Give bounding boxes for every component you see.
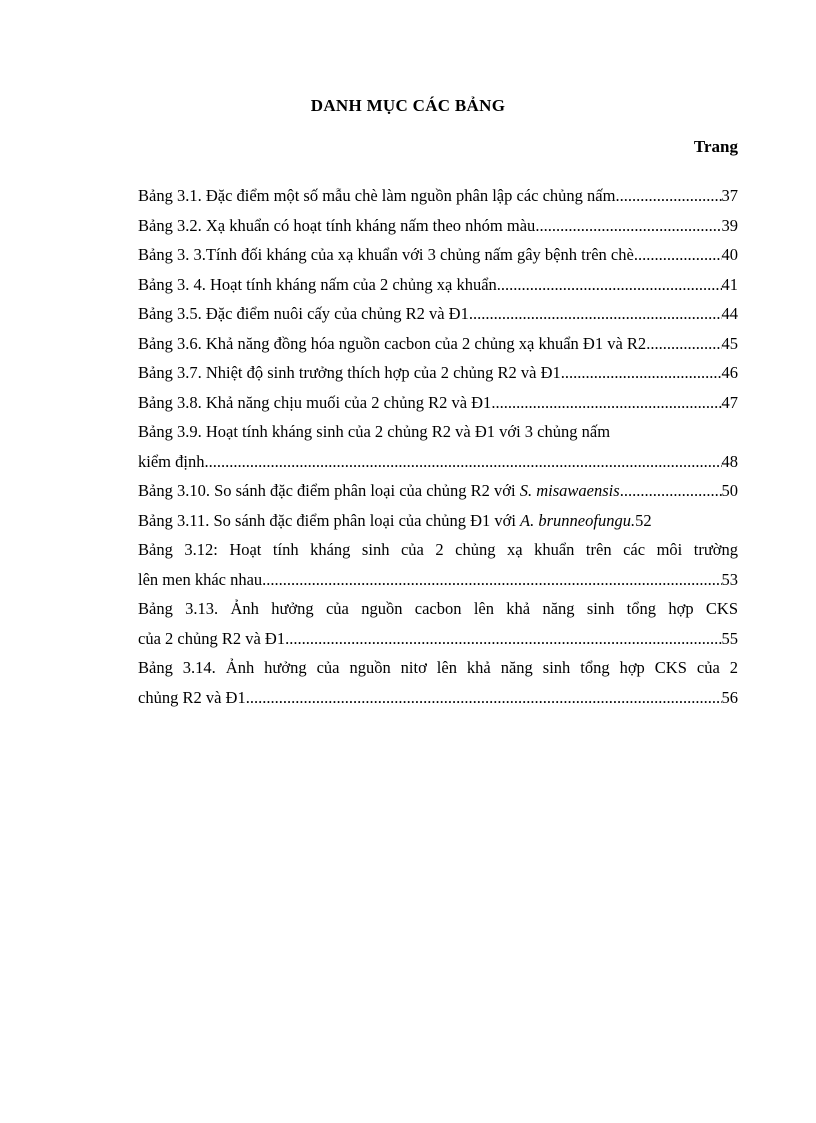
entry-text-main: Bảng 3.11. So sánh đặc điểm phân loại của chủng Đ1 với [138, 510, 521, 530]
species-name: S. misawaensis [519, 481, 620, 500]
leader-dots [491, 393, 721, 413]
entry-page: 53 [721, 569, 738, 589]
leader-dots [262, 570, 721, 590]
entry-text: Bảng 3.9. Hoạt tính kháng sinh của 2 chủng R2 và Đ1 với 3 chủng nấm [138, 422, 611, 441]
entry-page: 56 [721, 687, 738, 707]
entry-text: Bảng 3.8. Khả năng chịu muối của 2 chủng R2 và Đ1 [138, 392, 492, 412]
leader-dots [285, 629, 721, 649]
leader-dots [535, 216, 721, 236]
entry-text-cont: chủng R2 và Đ1 [138, 687, 246, 707]
entry-text-cont: lên men khác nhau [138, 569, 263, 589]
entry-text-main: Bảng 3.10. So sánh đặc điểm phân loại của chủng R2 với [138, 481, 520, 500]
toc-entry[interactable] [138, 186, 738, 216]
entry-page: 39 [721, 215, 738, 235]
entry-text-cont: kiểm định [138, 451, 205, 471]
toc-entry[interactable] [138, 216, 738, 246]
entry-page: 48 [721, 451, 738, 471]
leader-dots [469, 304, 722, 324]
entry-page: 37 [721, 186, 738, 205]
toc-entry[interactable] [138, 393, 738, 423]
entry-text-cont: của 2 chủng R2 và Đ1 [138, 628, 286, 648]
entry-page: 41 [721, 274, 738, 294]
entry-text: Bảng 3.2. Xạ khuẩn có hoạt tính kháng nấm theo nhóm màu [138, 215, 536, 235]
toc-entry[interactable] [138, 511, 738, 541]
leader-dots [204, 452, 721, 472]
leader-dots [615, 186, 721, 206]
entry-text: Bảng 3.1. Đặc điểm một số mẫu chè làm nguồn phân lập các chủng nấm [138, 186, 616, 205]
species-name: A. brunneofungu. [520, 510, 636, 530]
page-column-header: Trang [693, 137, 738, 156]
toc-entry[interactable] [138, 481, 738, 511]
entry-page: 55 [721, 628, 738, 648]
table-list [138, 186, 738, 717]
leader-dots [497, 275, 722, 295]
leader-dots [634, 245, 722, 265]
entry-text: Bảng 3.5. Đặc điểm nuôi cấy của chủng R2 và Đ1 [138, 304, 469, 323]
toc-entry[interactable] [138, 599, 738, 629]
entry-text: Bảng 3.13. Ảnh hưởng của nguồn cacbon lên khả năng sinh tổng hợp CKS [138, 599, 738, 618]
toc-entry[interactable] [138, 275, 738, 305]
entry-text [138, 481, 620, 501]
toc-entry-continuation[interactable] [138, 570, 738, 600]
entry-text: Bảng 3.6. Khả năng đồng hóa nguồn cacbon của 2 chủng xạ khuẩn Đ1 và R2 [138, 333, 647, 353]
entry-text [138, 511, 635, 531]
toc-entry[interactable] [138, 658, 738, 688]
entry-page: 40 [721, 245, 738, 264]
toc-entry[interactable] [138, 245, 738, 275]
toc-entry-continuation[interactable] [138, 629, 738, 659]
entry-page: 52 [635, 510, 652, 530]
entry-page: 45 [721, 333, 738, 353]
entry-page: 46 [721, 363, 738, 382]
leader-dots [561, 363, 722, 383]
toc-entry-continuation[interactable] [138, 452, 738, 482]
entry-text: Bảng 3.12: Hoạt tính kháng sinh của 2 chủng xạ khuẩn trên các môi trường [138, 540, 738, 559]
entry-page: 47 [721, 392, 738, 412]
entry-text: Bảng 3. 4. Hoạt tính kháng nấm của 2 chủng xạ khuẩn [138, 274, 497, 294]
toc-entry[interactable] [138, 540, 738, 570]
toc-entry[interactable] [138, 363, 738, 393]
entry-text: Bảng 3. 3.Tính đối kháng của xạ khuẩn với 3 chủng nấm gây bệnh trên chè [138, 245, 634, 264]
toc-entry[interactable] [138, 334, 738, 364]
toc-entry[interactable] [138, 422, 738, 452]
toc-entry-continuation[interactable] [138, 688, 738, 718]
toc-entry[interactable] [138, 304, 738, 334]
entry-text: Bảng 3.14. Ảnh hưởng của nguồn nitơ lên khả năng sinh tổng hợp CKS của 2 [138, 658, 738, 677]
leader-dots [646, 334, 721, 354]
leader-dots [246, 688, 722, 708]
page-title: DANH MỤC CÁC BẢNG [310, 96, 506, 115]
entry-page: 44 [721, 304, 738, 323]
entry-page: 50 [721, 481, 738, 500]
leader-dots [620, 481, 722, 501]
entry-text: Bảng 3.7. Nhiệt độ sinh trưởng thích hợp của 2 chủng R2 và Đ1 [138, 363, 561, 382]
